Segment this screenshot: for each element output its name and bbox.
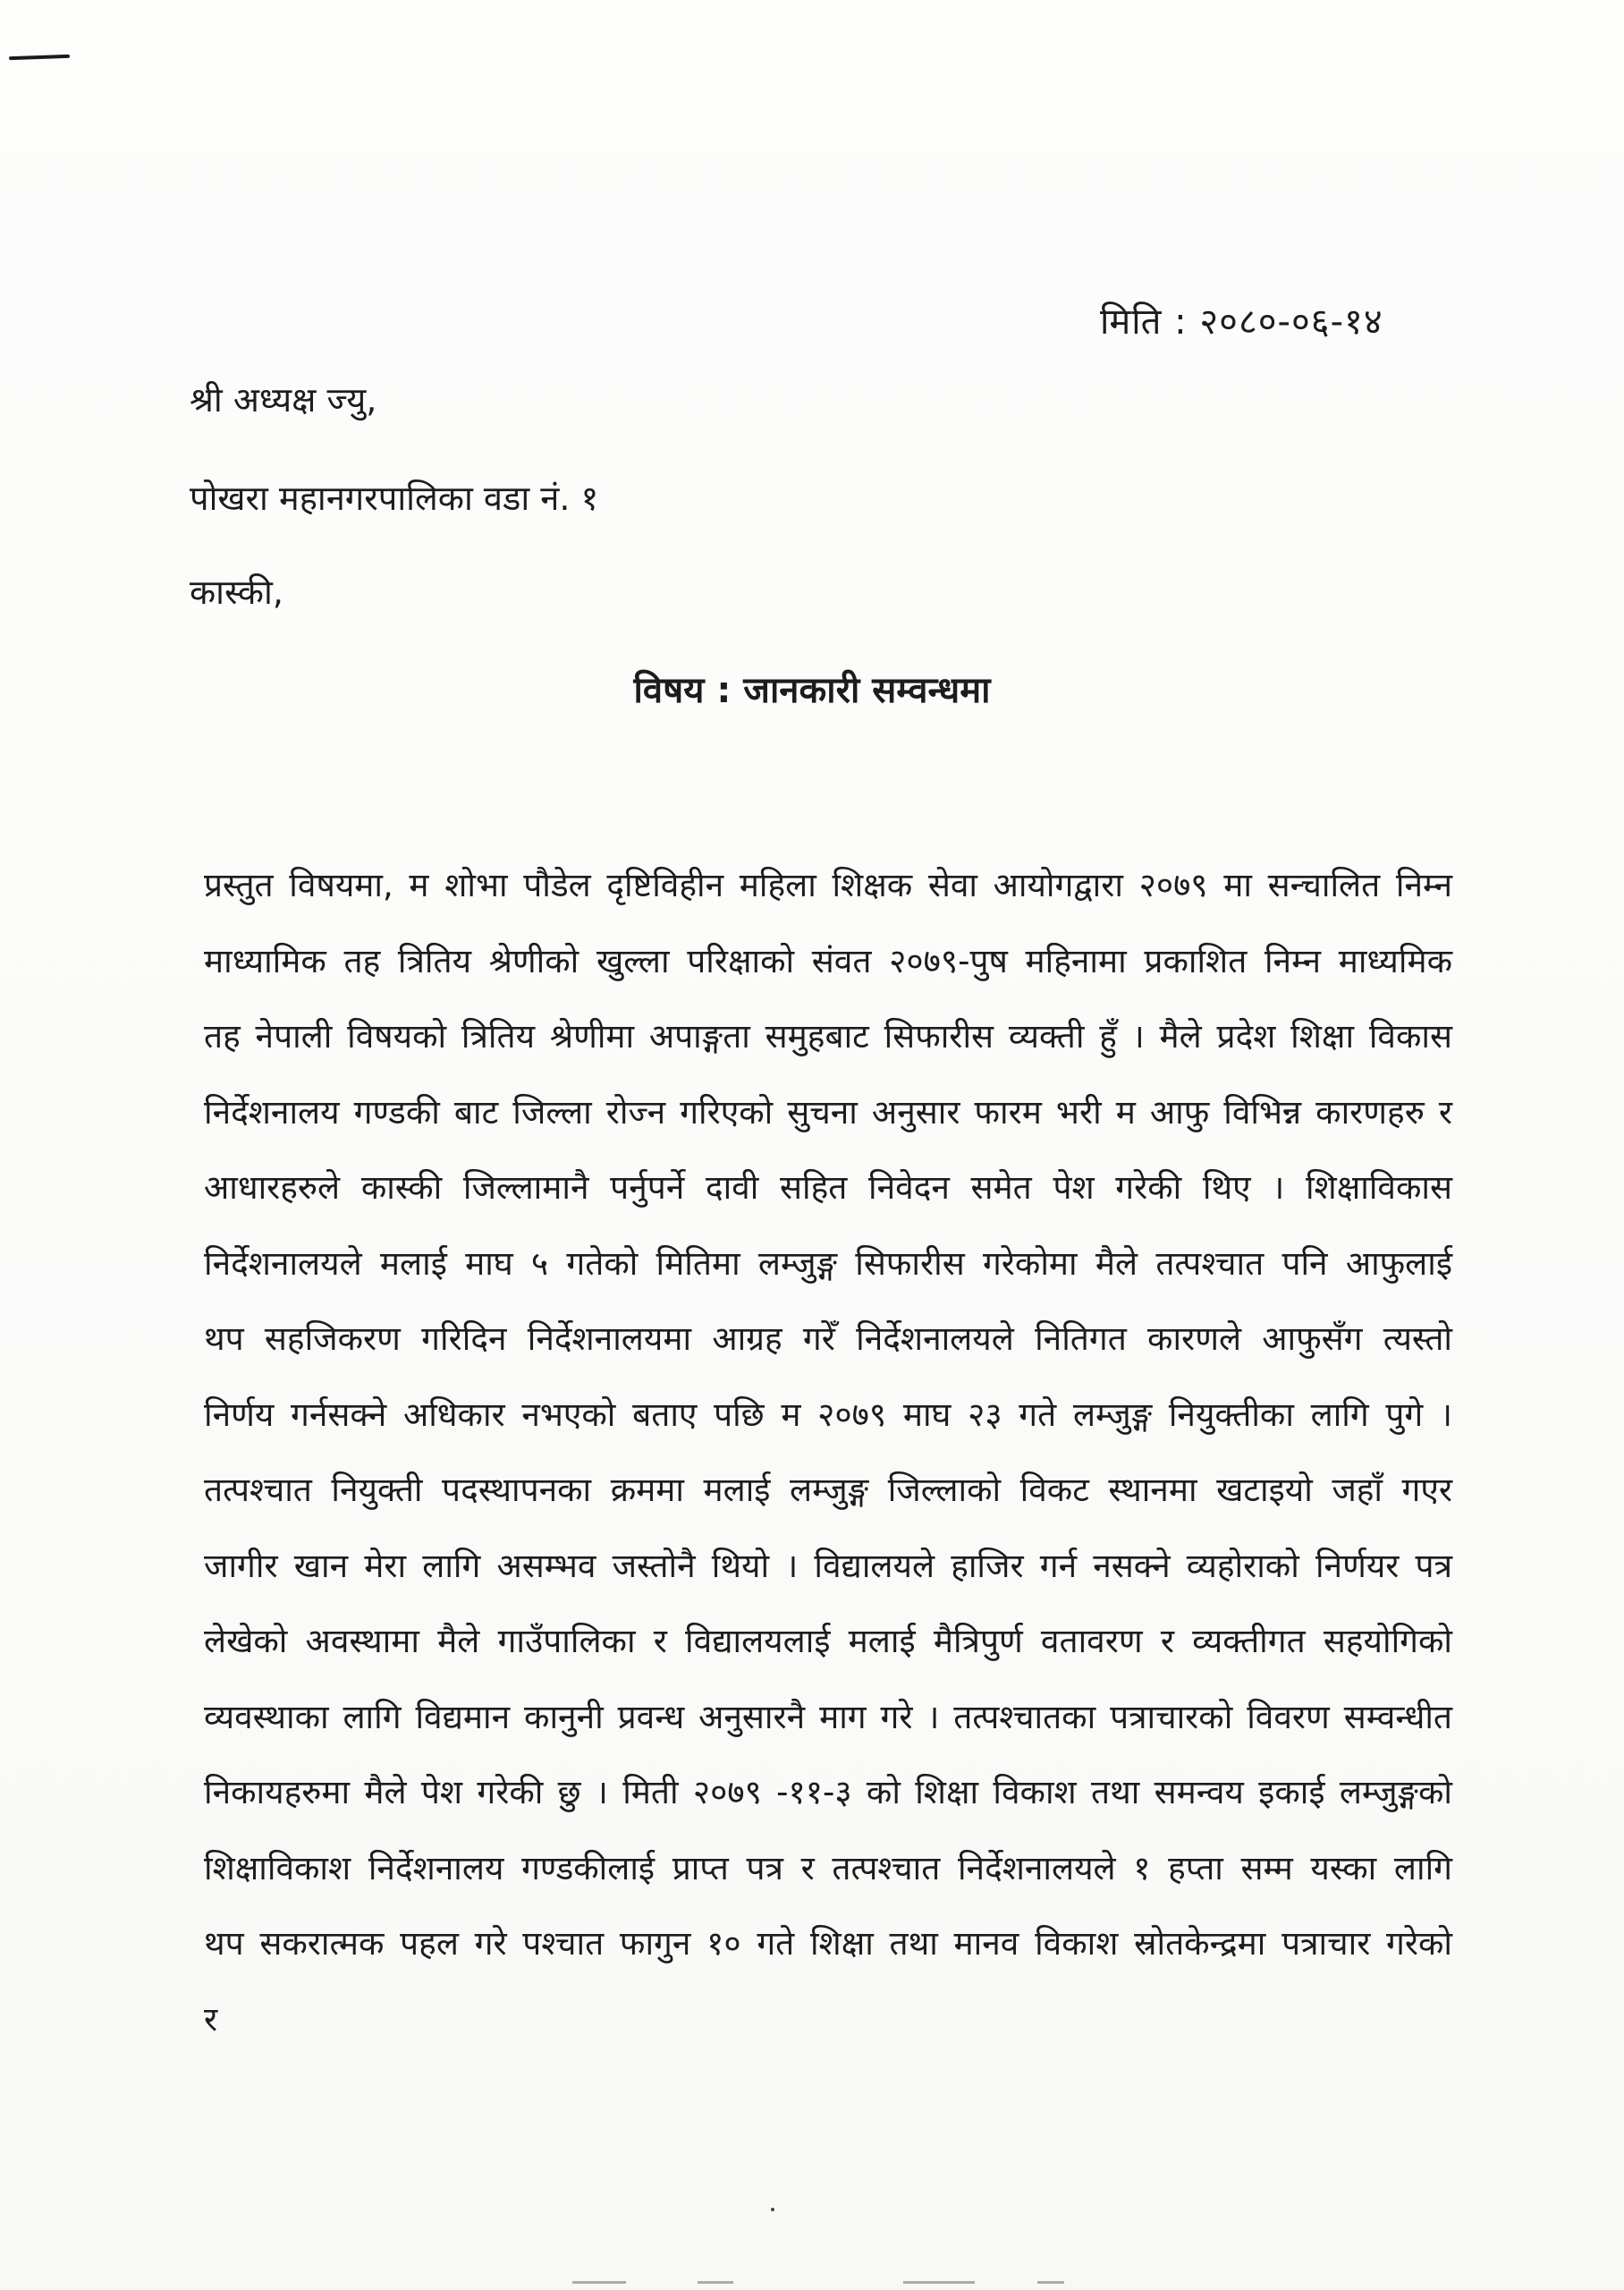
- next-page-bleed-mark: [1037, 2281, 1064, 2284]
- next-page-bleed-mark: [572, 2281, 626, 2284]
- recipient-title: श्री अध्यक्ष ज्यु,: [190, 380, 377, 420]
- stray-ink-dot: [771, 2208, 774, 2211]
- corner-pen-mark: [9, 55, 70, 60]
- letter-body: प्रस्तुत विषयमा, म शोभा पौडेल दृष्टिविहीन महिला शिक्षक सेवा आयोगद्वारा २०७९ मा सन्चालित निम्न माध्यामिक तह त्रितिय श्रेणीको खुल्ला परिक्षाको संवत २०७९-पुष महिनामा प्रकाशित निम्न माध्यमिक तह नेपाली विषयको त्रितिय श्रेणीमा अपाङ्गता समुहबाट सिफारीस व्यक्ती हुँ । मैले प्रदेश शिक्षा विकास निर्देशनालय गण्डकी बाट जिल्ला रोज्न गरिएको सुचना अनुसार फारम भरी म आफु विभिन्न कारणहरु र आधारहरुले कास्की जिल्लामानै पर्नुपर्ने दावी सहित निवेदन समेत पेश गरेकी थिए । शिक्षाविकास निर्देशनालयले मलाई माघ ५ गतेको मितिमा लम्जुङ्ग सिफारीस गरेकोमा मैले तत्पश्चात पनि आफुलाई थप सहजिकरण गरिदिन निर्देशनालयमा आग्रह गरेँ निर्देशनालयले नितिगत कारणले आफुसँग त्यस्तो निर्णय गर्नसक्ने अधिकार नभएको बताए पछि म २०७९ माघ २३ गते लम्जुङ्ग नियुक्तीका लागि पुगे । तत्पश्चात नियुक्ती पदस्थापनका क्रममा मलाई लम्जुङ्ग जिल्लाको विकट स्थानमा खटाइयो जहाँ गएर जागीर खान मेरा लागि असम्भव जस्तोनै थियो । विद्यालयले हाजिर गर्न नसक्ने व्यहोराको निर्णयर पत्र लेखेको अवस्थामा मैले गाउँपालिका र विद्यालयलाई मलाई मैत्रिपुर्ण वतावरण र व्यक्तीगत सहयोगिको व्यवस्थाका लागि विद्यमान कानुनी प्रवन्ध अनुसारनै माग गरे । तत्पश्चातका पत्राचारको विवरण सम्वन्धीत निकायहरुमा मैले पेश गरेकी छु । मिती २०७९ -११-३ को शिक्षा विकाश तथा समन्वय इकाई लम्जुङ्गको शिक्षाविकाश निर्देशनालय गण्डकीलाई प्राप्त पत्र र तत्पश्चात निर्देशनालयले १ हप्ता सम्म यस्का लागि थप सकरात्मक पहल गरे पश्चात फागुन १० गते शिक्षा तथा मानव विकाश स्रोतकेन्द्रमा पत्राचार गरेको र: [204, 866, 1452, 2039]
- next-page-bleed-mark: [903, 2281, 975, 2284]
- recipient-district: कास्की,: [190, 572, 283, 612]
- next-page-bleed-mark: [698, 2281, 733, 2284]
- letter-date: मिति : २०८०-०६-१४: [1100, 301, 1383, 343]
- letter-subject: विषय : जानकारी सम्वन्धमा: [633, 670, 991, 711]
- recipient-office: पोखरा महानगरपालिका वडा नं. १: [190, 479, 599, 518]
